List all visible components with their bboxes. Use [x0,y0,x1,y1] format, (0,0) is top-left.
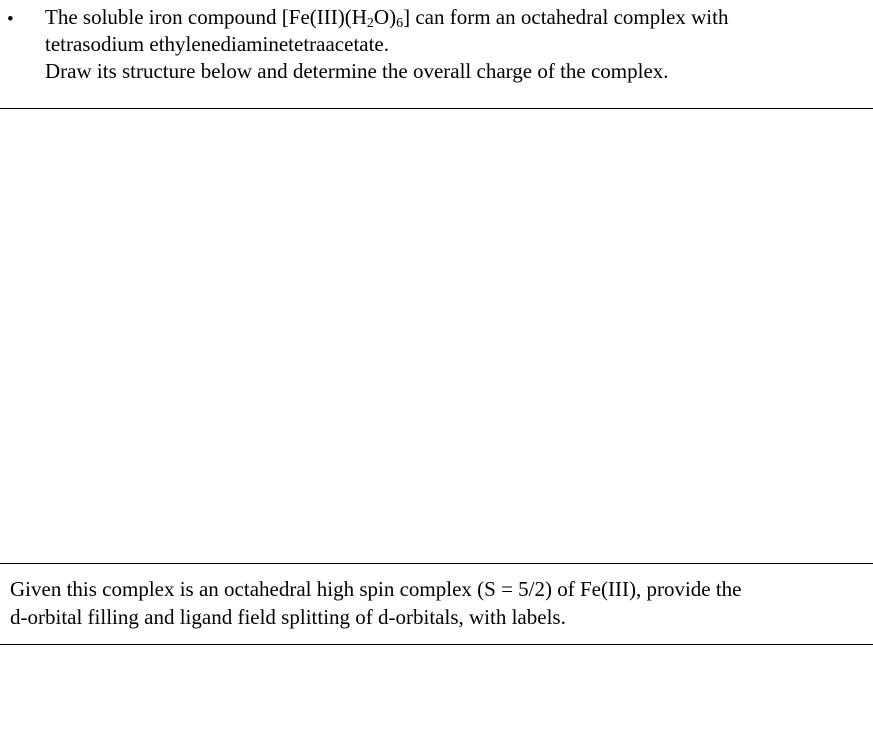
question-2 [10,575,860,631]
structure-drawing-area[interactable] [0,109,873,563]
question-1-line-1-part-b: O) [373,5,397,29]
question-1-line-1 [45,4,865,31]
question-1-line-3: Draw its structure below and determine the overall charge of the complex. [45,59,669,83]
orbital-answer-area[interactable] [0,645,873,747]
question-1-line-1-part-a: The soluble iron compound [Fe(III)(H [45,5,367,29]
divider-middle [0,563,873,564]
subscript-2: 2 [366,16,374,31]
question-2-line-2: d-orbital filling and ligand field splitting of d-orbitals, with labels. [10,605,566,629]
question-2-line-1: Given this complex is an octahedral high spin complex (S = 5/2) of Fe(III), provide the [10,577,742,601]
subscript-6: 6 [396,16,404,31]
question-1-text [45,4,865,85]
bullet-point: • [7,9,14,30]
question-1-line-2: tetrasodium ethylenediaminetetraacetate. [45,32,389,56]
question-1-line-1-part-c: ] can form an octahedral complex with [403,5,729,29]
